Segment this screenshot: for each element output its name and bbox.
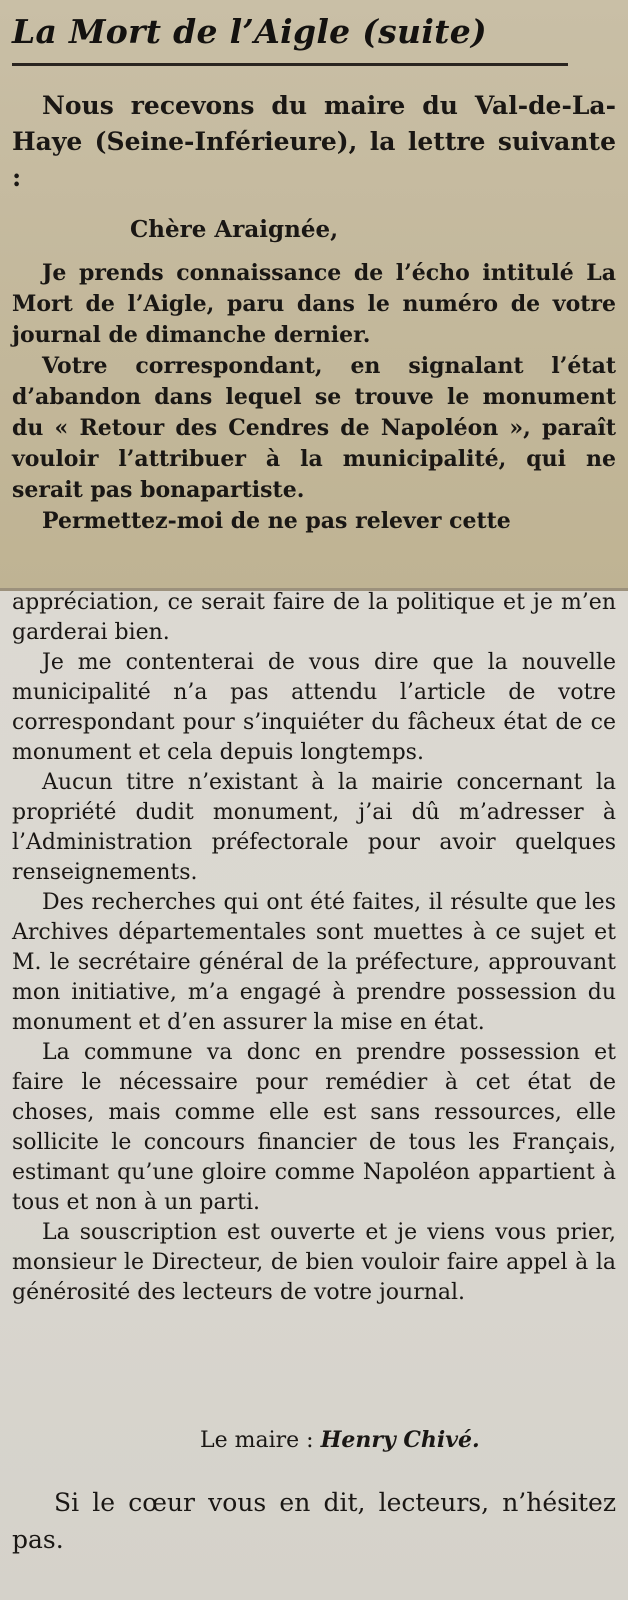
- letter-paragraph: Des recherches qui ont été faites, il résulte que les Archives départementales sont muettes à ce sujet et M. le secrétaire général de la préfecture, approuvant mon initiative, m’a engagé à prendre possession du monument et d’en assurer la mise en état.: [12, 890, 616, 1035]
- signature-name: Henry Chivé.: [320, 1427, 480, 1453]
- letter-salutation: Chère Araignée,: [130, 216, 339, 243]
- article-closing: [12, 1484, 616, 1558]
- letter-paragraph: Permettez-moi de ne pas relever cette: [42, 508, 511, 534]
- letter-paragraph: Je prends connaissance de l’écho intitulé La Mort de l’Aigle, paru dans le numéro de votre journal de dimanche dernier.: [12, 260, 616, 348]
- signature-prefix: Le maire :: [200, 1428, 314, 1453]
- intro-text: Nous recevons du maire du Val-de-La-Haye (Seine-Inférieure), la lettre suivante :: [12, 91, 616, 192]
- letter-body-bottom: [12, 588, 616, 1308]
- article-intro: [12, 88, 616, 196]
- headline-rule: [12, 63, 568, 66]
- letter-body-top: [12, 258, 616, 537]
- letter-paragraph: Je me contenterai de vous dire que la nouvelle municipalité n’a pas attendu l’article de votre correspondant pour s’inquiéter du fâcheux état de ce monument et cela depuis longtemps.: [12, 650, 616, 765]
- letter-signature: [200, 1425, 480, 1456]
- letter-paragraph: Votre correspondant, en signalant l’état d’abandon dans lequel se trouve le monument du « Retour des Cendres de Napoléon », paraît vouloir l’attribuer à la municipalité, qui ne serait pas bonapartiste.: [12, 353, 616, 503]
- letter-paragraph: appréciation, ce serait faire de la politique et je m’en garderai bien.: [12, 590, 616, 645]
- letter-paragraph: Aucun titre n’existant à la mairie concernant la propriété dudit monument, j’ai dû m’adresser à l’Administration préfectorale pour avoir quelques renseignements.: [12, 770, 616, 885]
- letter-paragraph: La commune va donc en prendre possession et faire le nécessaire pour remédier à cet état de choses, mais comme elle est sans ressources, elle sollicite le concours financier de tous les Français, estimant qu’une gloire comme Napoléon appartient à tous et non à un parti.: [12, 1040, 616, 1215]
- article-headline: La Mort de l’Aigle (suite): [12, 12, 487, 51]
- closing-text: Si le cœur vous en dit, lecteurs, n’hésitez pas.: [12, 1488, 616, 1554]
- letter-paragraph: La souscription est ouverte et je viens vous prier, monsieur le Directeur, de bien vouloir faire appel à la générosité des lecteurs de votre journal.: [12, 1220, 616, 1305]
